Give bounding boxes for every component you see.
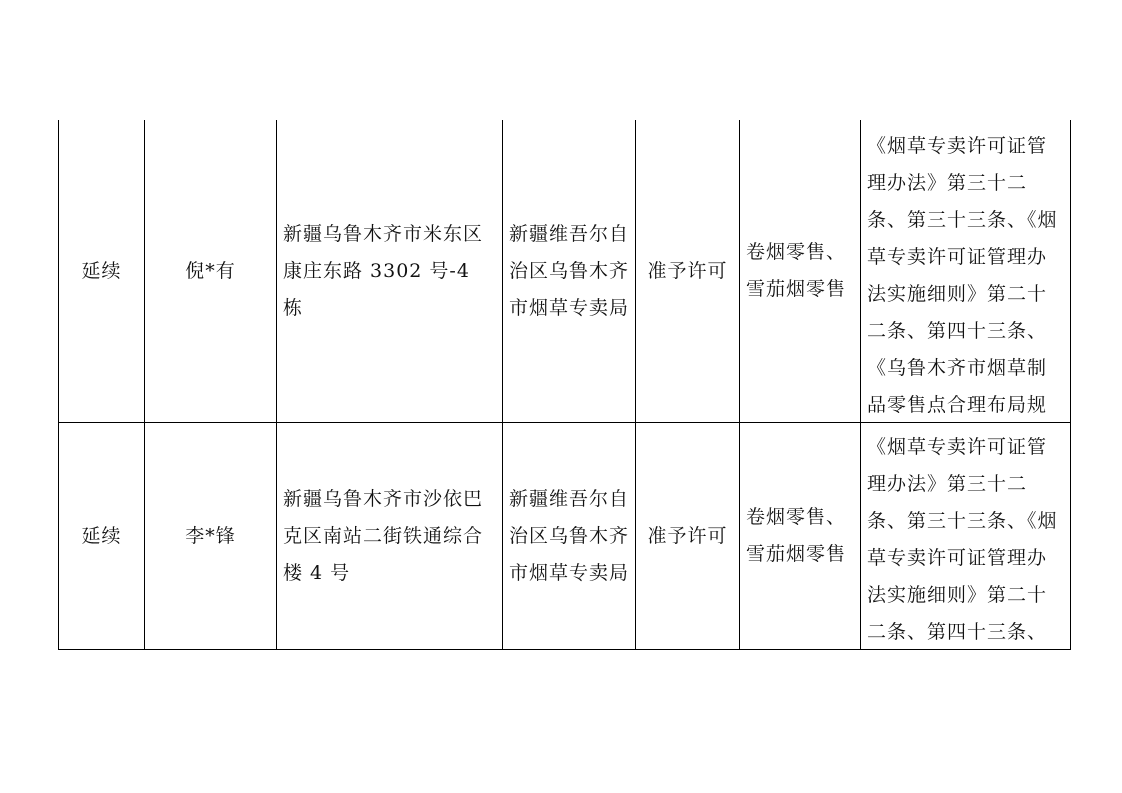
legal-basis-text: 《烟草专卖许可证管理办法》第三十二条、第三十三条、《烟草专卖许可证管理办法实施细则》第二十二条、第四十三条、 [867, 436, 1058, 643]
permit-type-cell: 延续 [59, 423, 145, 650]
legal-basis-cell [861, 423, 1071, 650]
legal-basis-cell [861, 120, 1071, 423]
decision-cell: 准予许可 [636, 120, 740, 423]
table-row [59, 120, 1071, 423]
authority-cell: 新疆维吾尔自治区乌鲁木齐市烟草专卖局 [503, 423, 636, 650]
table-row [59, 423, 1071, 650]
licensee-name-cell: 李*锋 [145, 423, 277, 650]
address-cell: 新疆乌鲁木齐市沙依巴克区南站二街铁通综合楼 4 号 [277, 423, 503, 650]
legal-basis-text: 《烟草专卖许可证管理办法》第三十二条、第三十三条、《烟草专卖许可证管理办法实施细则》第二十二条、第四十三条、《乌鲁木齐市烟草制品零售点合理布局规 [867, 135, 1058, 416]
business-scope-cell: 卷烟零售、雪茄烟零售 [740, 423, 861, 650]
address-cell: 新疆乌鲁木齐市米东区康庄东路 3302 号-4 栋 [277, 120, 503, 423]
authority-cell: 新疆维吾尔自治区乌鲁木齐市烟草专卖局 [503, 120, 636, 423]
decision-cell: 准予许可 [636, 423, 740, 650]
business-scope-cell: 卷烟零售、雪茄烟零售 [740, 120, 861, 423]
permit-table [58, 120, 1071, 650]
permit-type-cell: 延续 [59, 120, 145, 423]
licensee-name-cell: 倪*有 [145, 120, 277, 423]
